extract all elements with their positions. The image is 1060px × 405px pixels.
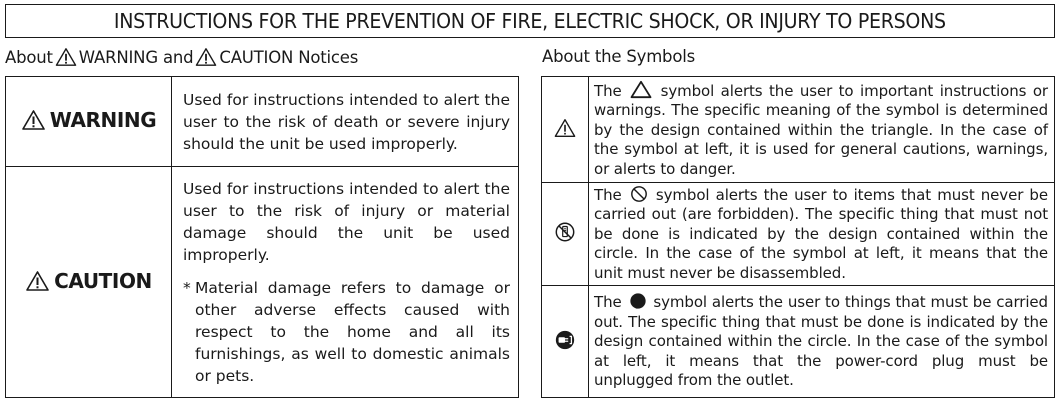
- warning-label-cell: [6, 77, 172, 167]
- symbol-description-prohibited: [589, 183, 1055, 286]
- caution-triangle-icon: [25, 270, 50, 292]
- symbol-icon-cell: [542, 183, 589, 286]
- warning-triangle-icon: [21, 109, 46, 131]
- caution-label: CAUTION: [54, 268, 152, 293]
- triangle-symbol-icon: [630, 80, 652, 99]
- caution-note: [183, 277, 510, 387]
- caution-triangle-icon: [195, 47, 217, 67]
- symbol-icon-cell: [542, 77, 589, 183]
- warning-triangle-icon: [55, 47, 77, 67]
- symbol-description-mandatory: [589, 286, 1055, 398]
- caution-label-cell: [6, 167, 172, 398]
- unplug-power-cord-icon: [554, 329, 576, 351]
- prohibited-symbol-icon: [630, 185, 648, 203]
- symbol-text: symbol alerts the user to important instructions or warnings. The specific meaning of the symbol is determined by the design contained within the triangle. In the case of the symbol at left, it is used for general cautions, warnings, or alerts to danger.: [594, 81, 1048, 178]
- symbol-row-triangle: [542, 77, 1055, 183]
- note-text: Material damage refers to damage or other adverse effects caused with respect to the home and all its furnishings, as well to domestic animals or pets.: [195, 278, 510, 385]
- symbol-text: symbol alerts the user to things that must be carried out. The specific thing that must be done is indicated by the design contained within the circle. In the case of the symbol at left, it means that the power-cord plug must be unplugged from the outlet.: [594, 293, 1048, 390]
- caution-text: Used for instructions intended to alert the user to the risk of injury or material damage should the unit be used improperly.: [183, 179, 510, 264]
- notices-table: [5, 76, 519, 398]
- notices-heading-warning: WARNING and: [78, 47, 194, 67]
- caution-triangle-icon: [554, 117, 576, 139]
- do-not-disassemble-icon: [554, 221, 576, 243]
- symbols-table: [541, 76, 1055, 398]
- notices-heading: [5, 47, 358, 67]
- notices-heading-about: About: [5, 47, 53, 67]
- symbol-text: symbol alerts the user to items that must never be carried out (are forbidden). The specific thing that must not be done is indicated by the design contained within the circle. In the case of the symbol at left, it means that the unit must never be disassembled.: [594, 185, 1048, 282]
- page-title: INSTRUCTIONS FOR THE PREVENTION OF FIRE, ELECTRIC SHOCK, OR INJURY TO PERSONS: [114, 9, 946, 33]
- caution-row: [6, 167, 519, 398]
- symbol-text-start: The: [594, 293, 627, 312]
- warning-row: [6, 77, 519, 167]
- symbol-description-triangle: [589, 77, 1055, 183]
- warning-text: Used for instructions intended to alert the user to the risk of death or severe injury should the unit be used improperly.: [183, 90, 510, 153]
- caution-description: [172, 167, 519, 398]
- note-asterisk: *: [183, 278, 191, 297]
- symbol-row-prohibited: [542, 183, 1055, 286]
- symbol-row-mandatory: [542, 286, 1055, 398]
- symbol-text-start: The: [594, 185, 628, 204]
- warning-label: WARNING: [49, 108, 157, 132]
- mandatory-symbol-icon: [629, 292, 647, 310]
- symbols-heading: About the Symbols: [542, 47, 696, 66]
- title-banner: [5, 4, 1055, 38]
- warning-description: [172, 77, 519, 167]
- symbol-text-start: The: [594, 81, 629, 100]
- notices-heading-caution: CAUTION Notices: [219, 47, 359, 67]
- symbol-icon-cell: [542, 286, 589, 398]
